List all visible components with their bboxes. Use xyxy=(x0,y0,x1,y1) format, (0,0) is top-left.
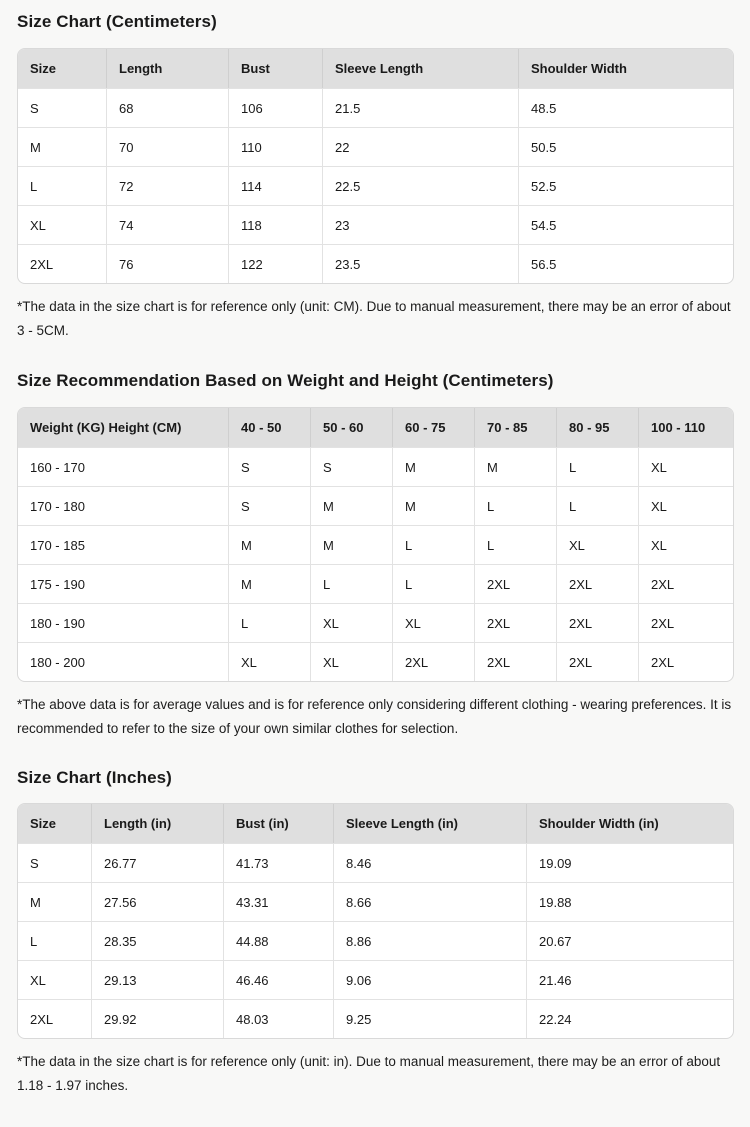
table-cell: 2XL xyxy=(557,564,639,603)
table-row xyxy=(18,88,733,127)
table-cell: XL xyxy=(639,525,733,564)
table-cell: S xyxy=(311,447,393,486)
table-cell: L xyxy=(557,447,639,486)
column-header: 70 - 85 xyxy=(475,408,557,447)
table-cell: 2XL xyxy=(475,642,557,681)
table-row xyxy=(18,244,733,283)
table-cell: 110 xyxy=(229,127,323,166)
column-header: Size xyxy=(18,49,107,88)
table-cell: S xyxy=(18,88,107,127)
table-cell: 23.5 xyxy=(323,244,519,283)
column-header: Bust (in) xyxy=(224,804,334,843)
table-cell: S xyxy=(18,843,92,882)
column-header: Size xyxy=(18,804,92,843)
table-cell: 48.03 xyxy=(224,999,334,1038)
inch-size-table xyxy=(17,803,734,1039)
table-cell: 170 - 180 xyxy=(18,486,229,525)
table-cell: 8.86 xyxy=(334,921,527,960)
table-cell: M xyxy=(18,882,92,921)
cm-chart-note: *The data in the size chart is for reference only (unit: CM). Due to manual measurement, there may be an error of about 3 - 5CM. xyxy=(17,299,731,338)
table-cell: 50.5 xyxy=(519,127,733,166)
column-header: 40 - 50 xyxy=(229,408,311,447)
table-row xyxy=(18,525,733,564)
inch-chart-note: *The data in the size chart is for reference only (unit: in). Due to manual measurement, there may be an error of about 1.18 - 1.97 inches. xyxy=(17,1054,721,1093)
table-cell: 180 - 200 xyxy=(18,642,229,681)
table-cell: L xyxy=(475,486,557,525)
table-cell: XL xyxy=(18,205,107,244)
table-cell: L xyxy=(18,166,107,205)
table-cell: 22.24 xyxy=(527,999,733,1038)
table-cell: M xyxy=(229,564,311,603)
table-cell: 29.13 xyxy=(92,960,224,999)
table-cell: 2XL xyxy=(18,999,92,1038)
table-cell: 8.66 xyxy=(334,882,527,921)
table-cell: 180 - 190 xyxy=(18,603,229,642)
table-cell: XL xyxy=(557,525,639,564)
table-cell: 21.46 xyxy=(527,960,733,999)
table-cell: 43.31 xyxy=(224,882,334,921)
table-cell: 106 xyxy=(229,88,323,127)
table-cell: 114 xyxy=(229,166,323,205)
cm-chart-title: Size Chart (Centimeters) xyxy=(17,12,217,31)
table-cell: L xyxy=(393,564,475,603)
recommendation-table xyxy=(17,407,734,682)
column-header: Bust xyxy=(229,49,323,88)
table-cell: 175 - 190 xyxy=(18,564,229,603)
table-cell: L xyxy=(557,486,639,525)
table-cell: 9.25 xyxy=(334,999,527,1038)
table-cell: 9.06 xyxy=(334,960,527,999)
column-header: Length (in) xyxy=(92,804,224,843)
table-cell: 70 xyxy=(107,127,229,166)
table-cell: 23 xyxy=(323,205,519,244)
table-cell: L xyxy=(475,525,557,564)
table-cell: 22.5 xyxy=(323,166,519,205)
table-cell: XL xyxy=(639,447,733,486)
table-cell: 76 xyxy=(107,244,229,283)
table-cell: 46.46 xyxy=(224,960,334,999)
table-cell: M xyxy=(18,127,107,166)
table-cell: 2XL xyxy=(475,603,557,642)
table-cell: M xyxy=(475,447,557,486)
header-row xyxy=(18,49,733,88)
table-cell: M xyxy=(311,525,393,564)
table-cell: 170 - 185 xyxy=(18,525,229,564)
table-row xyxy=(18,564,733,603)
table-cell: 8.46 xyxy=(334,843,527,882)
table-row xyxy=(18,843,733,882)
table-cell: S xyxy=(229,447,311,486)
table-cell: 2XL xyxy=(475,564,557,603)
table-cell: 118 xyxy=(229,205,323,244)
table-cell: L xyxy=(229,603,311,642)
table-row xyxy=(18,127,733,166)
table-cell: 20.67 xyxy=(527,921,733,960)
table-cell: L xyxy=(393,525,475,564)
cm-size-table xyxy=(17,48,734,284)
table-cell: 74 xyxy=(107,205,229,244)
table-cell: 28.35 xyxy=(92,921,224,960)
column-header: Weight (KG) Height (CM) xyxy=(18,408,229,447)
column-header: Sleeve Length (in) xyxy=(334,804,527,843)
table-cell: M xyxy=(393,486,475,525)
column-header: 50 - 60 xyxy=(311,408,393,447)
table-cell: M xyxy=(393,447,475,486)
table-cell: 41.73 xyxy=(224,843,334,882)
table-cell: 2XL xyxy=(18,244,107,283)
recommendation-note: *The above data is for average values and is for reference only considering different clothing - wearing preferences. It is recommended to refer to the size of your own similar clothes for selection. xyxy=(17,697,732,736)
table-row xyxy=(18,486,733,525)
column-header: 100 - 110 xyxy=(639,408,733,447)
table-cell: XL xyxy=(393,603,475,642)
table-cell: 160 - 170 xyxy=(18,447,229,486)
table-cell: 2XL xyxy=(639,564,733,603)
table-row xyxy=(18,960,733,999)
table-cell: 2XL xyxy=(639,642,733,681)
table-cell: XL xyxy=(229,642,311,681)
table-cell: 52.5 xyxy=(519,166,733,205)
table-cell: L xyxy=(18,921,92,960)
column-header: Shoulder Width (in) xyxy=(527,804,733,843)
table-cell: 122 xyxy=(229,244,323,283)
table-cell: 2XL xyxy=(557,642,639,681)
table-row xyxy=(18,642,733,681)
column-header: 60 - 75 xyxy=(393,408,475,447)
table-cell: 29.92 xyxy=(92,999,224,1038)
column-header: Sleeve Length xyxy=(323,49,519,88)
table-cell: 56.5 xyxy=(519,244,733,283)
table-cell: 2XL xyxy=(639,603,733,642)
table-row xyxy=(18,921,733,960)
table-row xyxy=(18,166,733,205)
table-cell: 19.09 xyxy=(527,843,733,882)
table-cell: 72 xyxy=(107,166,229,205)
header-row xyxy=(18,804,733,843)
table-cell: XL xyxy=(639,486,733,525)
table-cell: S xyxy=(229,486,311,525)
table-cell: 54.5 xyxy=(519,205,733,244)
table-row xyxy=(18,205,733,244)
column-header: Length xyxy=(107,49,229,88)
table-row xyxy=(18,882,733,921)
table-cell: 22 xyxy=(323,127,519,166)
table-cell: 2XL xyxy=(557,603,639,642)
column-header: Shoulder Width xyxy=(519,49,733,88)
table-cell: XL xyxy=(311,642,393,681)
table-cell: 19.88 xyxy=(527,882,733,921)
table-cell: XL xyxy=(311,603,393,642)
table-row xyxy=(18,447,733,486)
table-cell: 44.88 xyxy=(224,921,334,960)
header-row xyxy=(18,408,733,447)
recommendation-title: Size Recommendation Based on Weight and Height (Centimeters) xyxy=(17,371,554,390)
table-cell: M xyxy=(311,486,393,525)
table-row xyxy=(18,999,733,1038)
table-cell: 2XL xyxy=(393,642,475,681)
table-row xyxy=(18,603,733,642)
column-header: 80 - 95 xyxy=(557,408,639,447)
table-cell: 48.5 xyxy=(519,88,733,127)
table-cell: 26.77 xyxy=(92,843,224,882)
table-cell: XL xyxy=(18,960,92,999)
table-cell: 21.5 xyxy=(323,88,519,127)
table-cell: M xyxy=(229,525,311,564)
table-cell: 27.56 xyxy=(92,882,224,921)
table-cell: 68 xyxy=(107,88,229,127)
table-cell: L xyxy=(311,564,393,603)
inch-chart-title: Size Chart (Inches) xyxy=(17,768,172,787)
